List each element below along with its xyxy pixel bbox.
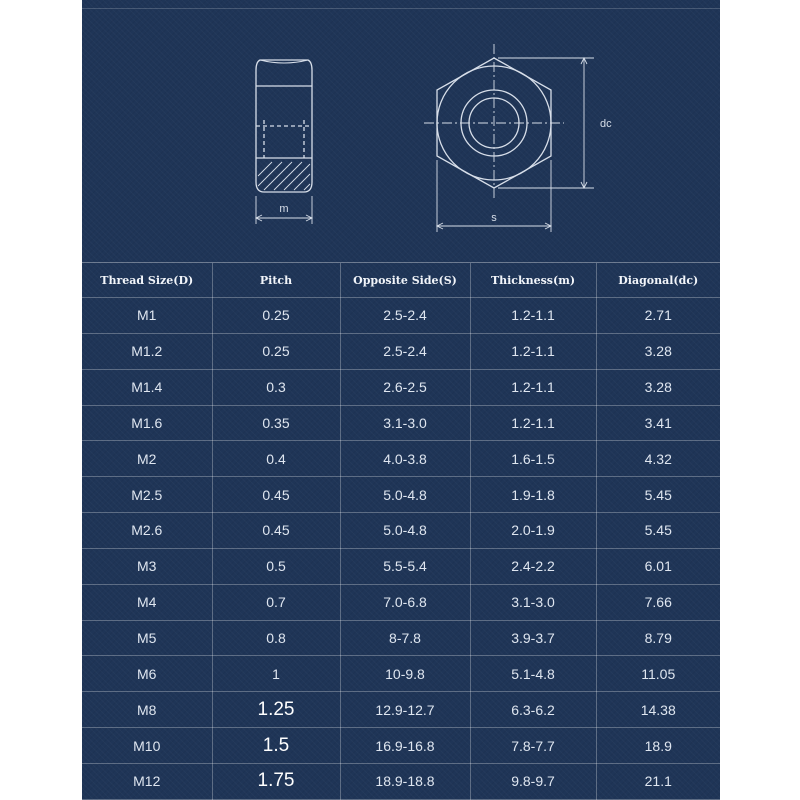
thread-size-cell: M6 xyxy=(82,656,212,692)
pitch-cell: 1.75 xyxy=(212,763,340,799)
pitch-cell: 0.5 xyxy=(212,548,340,584)
table-row xyxy=(82,763,720,799)
thickness-cell: 3.9-3.7 xyxy=(470,620,596,656)
opposite-side-cell: 4.0-3.8 xyxy=(340,441,470,477)
table-row xyxy=(82,333,720,369)
thickness-cell: 3.1-3.0 xyxy=(470,584,596,620)
thread-size-cell: M10 xyxy=(82,728,212,764)
thickness-cell: 5.1-4.8 xyxy=(470,656,596,692)
nut-side-view xyxy=(256,60,312,192)
diagonal-cell: 4.32 xyxy=(596,441,720,477)
table-row xyxy=(82,477,720,513)
thickness-cell: 2.4-2.2 xyxy=(470,548,596,584)
thread-size-cell: M4 xyxy=(82,584,212,620)
opposite-side-cell: 7.0-6.8 xyxy=(340,584,470,620)
opposite-side-cell: 16.9-16.8 xyxy=(340,728,470,764)
diagonal-cell: 8.79 xyxy=(596,620,720,656)
thickness-cell: 1.2-1.1 xyxy=(470,298,596,334)
pitch-cell: 0.45 xyxy=(212,477,340,513)
opposite-side-cell: 2.6-2.5 xyxy=(340,369,470,405)
hex-nut-technical-drawing xyxy=(82,0,720,262)
opposite-side-cell: 12.9-12.7 xyxy=(340,692,470,728)
diagonal-cell: 3.41 xyxy=(596,405,720,441)
diagonal-cell: 2.71 xyxy=(596,298,720,334)
pitch-cell: 0.4 xyxy=(212,441,340,477)
header-thickness: Thickness(m) xyxy=(470,263,596,298)
pitch-cell: 0.8 xyxy=(212,620,340,656)
table-row xyxy=(82,441,720,477)
table-row xyxy=(82,584,720,620)
table-row xyxy=(82,728,720,764)
header-opposite-side: Opposite Side(S) xyxy=(340,263,470,298)
thread-size-cell: M1.2 xyxy=(82,333,212,369)
thread-size-cell: M2 xyxy=(82,441,212,477)
table-row xyxy=(82,548,720,584)
thickness-cell: 9.8-9.7 xyxy=(470,763,596,799)
header-diagonal: Diagonal(dc) xyxy=(596,263,720,298)
pitch-cell: 0.7 xyxy=(212,584,340,620)
table-header-row xyxy=(82,263,720,298)
pitch-cell: 0.25 xyxy=(212,333,340,369)
opposite-side-cell: 5.0-4.8 xyxy=(340,477,470,513)
thread-size-cell: M1.4 xyxy=(82,369,212,405)
table-row xyxy=(82,405,720,441)
opposite-side-cell: 2.5-2.4 xyxy=(340,333,470,369)
thickness-cell: 7.8-7.7 xyxy=(470,728,596,764)
thread-size-cell: M3 xyxy=(82,548,212,584)
thread-size-cell: M8 xyxy=(82,692,212,728)
spec-panel xyxy=(82,0,720,800)
thread-size-cell: M1.6 xyxy=(82,405,212,441)
diagonal-cell: 5.45 xyxy=(596,513,720,549)
header-pitch: Pitch xyxy=(212,263,340,298)
table-row xyxy=(82,656,720,692)
thread-size-cell: M2.5 xyxy=(82,477,212,513)
thickness-cell: 1.9-1.8 xyxy=(470,477,596,513)
thread-size-cell: M5 xyxy=(82,620,212,656)
thickness-cell: 1.6-1.5 xyxy=(470,441,596,477)
thickness-cell: 1.2-1.1 xyxy=(470,369,596,405)
front-view-dc-label: dc xyxy=(600,118,612,130)
thickness-cell: 6.3-6.2 xyxy=(470,692,596,728)
diagonal-cell: 7.66 xyxy=(596,584,720,620)
thread-size-cell: M1 xyxy=(82,298,212,334)
diagonal-cell: 21.1 xyxy=(596,763,720,799)
table-row xyxy=(82,369,720,405)
thread-size-cell: M12 xyxy=(82,763,212,799)
opposite-side-cell: 18.9-18.8 xyxy=(340,763,470,799)
opposite-side-cell: 5.0-4.8 xyxy=(340,513,470,549)
pitch-cell: 0.35 xyxy=(212,405,340,441)
thread-size-cell: M2.6 xyxy=(82,513,212,549)
diagonal-cell: 3.28 xyxy=(596,333,720,369)
nut-spec-table xyxy=(82,263,720,800)
table-row xyxy=(82,513,720,549)
diagonal-cell: 18.9 xyxy=(596,728,720,764)
side-view-m-label: m xyxy=(279,203,289,215)
pitch-cell: 1 xyxy=(212,656,340,692)
diagonal-cell: 5.45 xyxy=(596,477,720,513)
nut-front-view xyxy=(424,44,564,200)
opposite-side-cell: 10-9.8 xyxy=(340,656,470,692)
pitch-cell: 1.25 xyxy=(212,692,340,728)
thickness-cell: 2.0-1.9 xyxy=(470,513,596,549)
header-thread-size: Thread Size(D) xyxy=(82,263,212,298)
diagonal-cell: 11.05 xyxy=(596,656,720,692)
diagonal-cell: 14.38 xyxy=(596,692,720,728)
table-row xyxy=(82,620,720,656)
opposite-side-cell: 2.5-2.4 xyxy=(340,298,470,334)
diagonal-cell: 3.28 xyxy=(596,369,720,405)
opposite-side-cell: 3.1-3.0 xyxy=(340,405,470,441)
pitch-cell: 0.25 xyxy=(212,298,340,334)
pitch-cell: 1.5 xyxy=(212,728,340,764)
thickness-cell: 1.2-1.1 xyxy=(470,333,596,369)
thickness-cell: 1.2-1.1 xyxy=(470,405,596,441)
table-row xyxy=(82,692,720,728)
front-view-s-label: s xyxy=(491,212,497,224)
opposite-side-cell: 5.5-5.4 xyxy=(340,548,470,584)
diagonal-cell: 6.01 xyxy=(596,548,720,584)
pitch-cell: 0.3 xyxy=(212,369,340,405)
opposite-side-cell: 8-7.8 xyxy=(340,620,470,656)
nut-section-hatching xyxy=(258,162,310,190)
table-row xyxy=(82,298,720,334)
pitch-cell: 0.45 xyxy=(212,513,340,549)
